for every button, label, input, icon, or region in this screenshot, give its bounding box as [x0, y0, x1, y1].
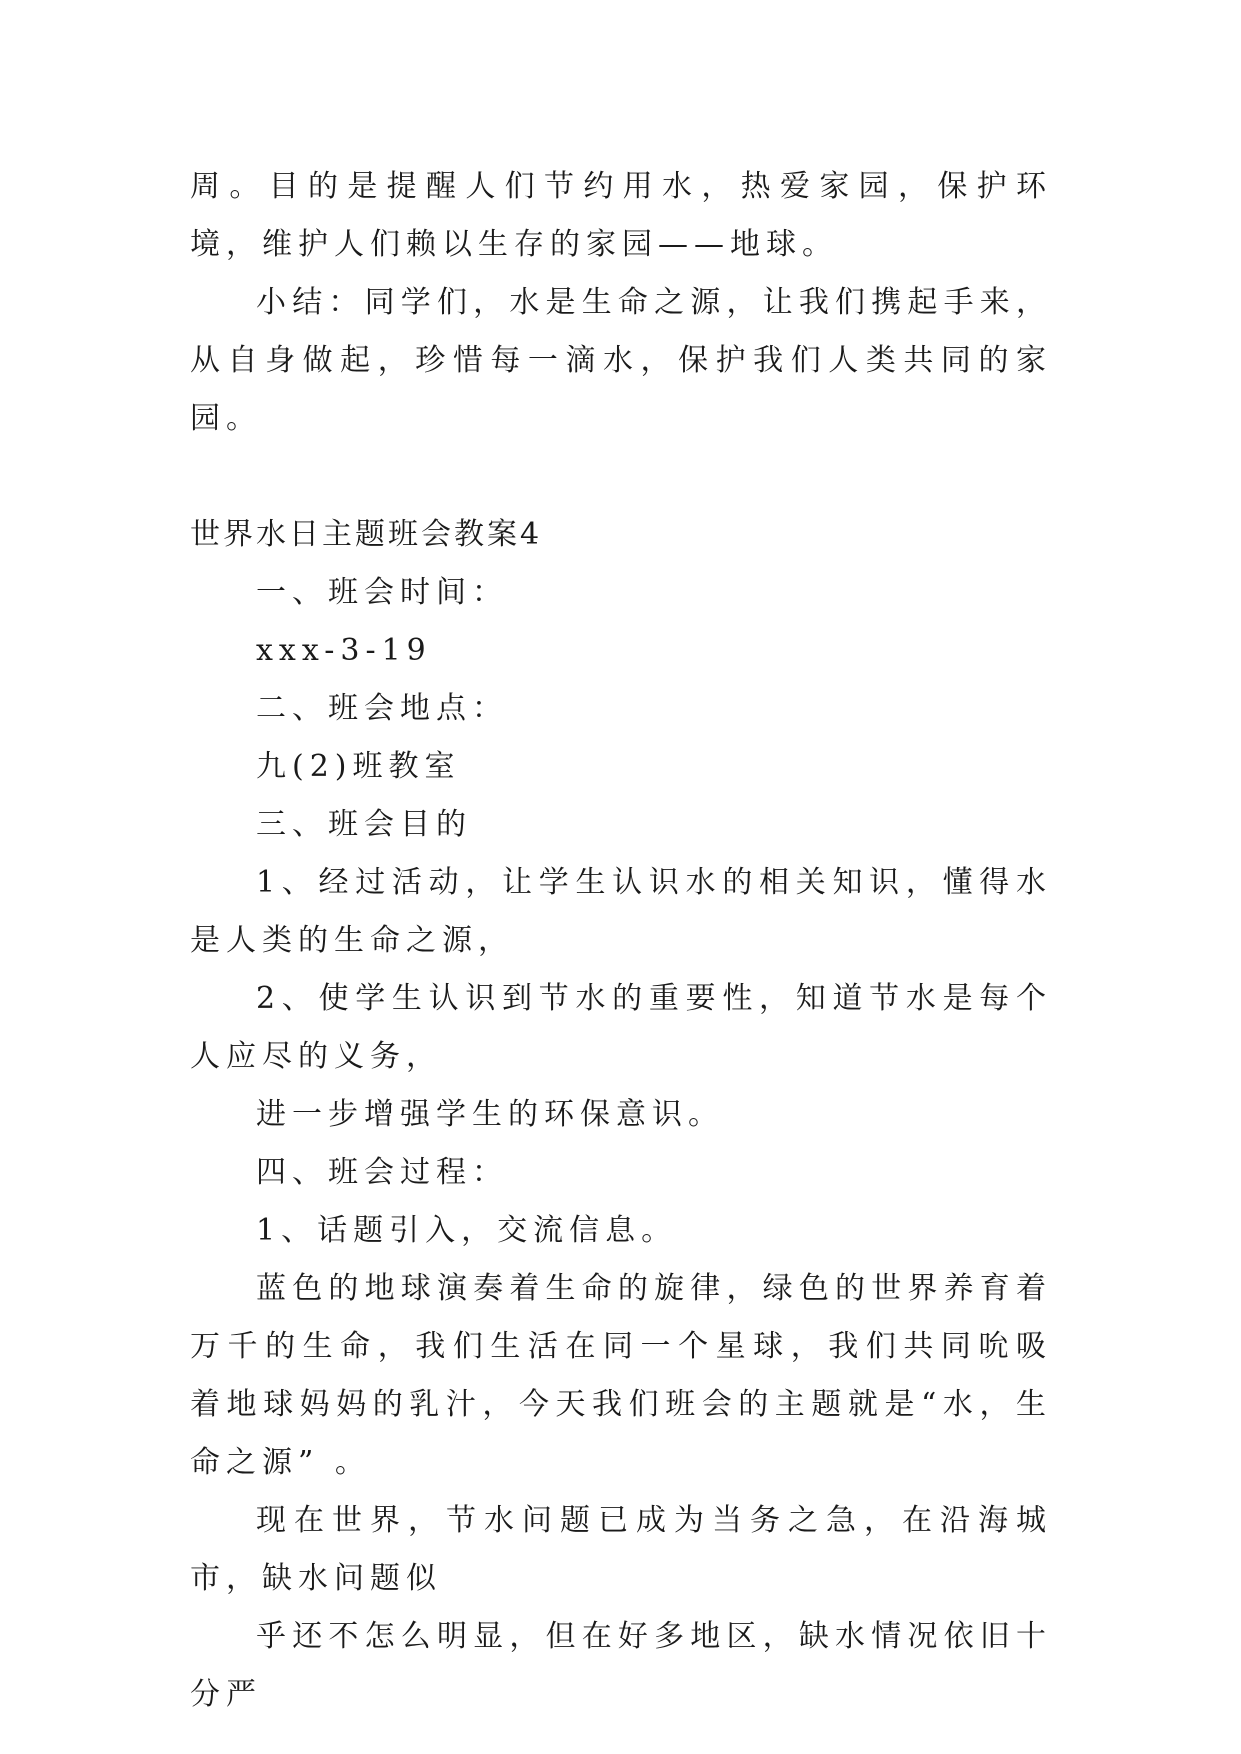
summary-paragraph: 小结：同学们，水是生命之源，让我们携起手来，从自身做起，珍惜每一滴水，保护我们人类共同的家园。	[190, 285, 1052, 436]
item-heading-time: 一、班会时间：	[256, 575, 508, 610]
item-heading-process: 四、班会过程：	[256, 1155, 508, 1190]
section-title: 世界水日主题班会教案4	[190, 517, 543, 552]
process-step-1: 1、话题引入，交流信息。	[256, 1213, 678, 1248]
body-paragraph: 现在世界，节水问题已成为当务之急，在沿海城市，缺水问题似	[190, 1503, 1052, 1596]
item-heading-purpose: 三、班会目的	[256, 807, 472, 842]
paragraph: 周。目的是提醒人们节约用水，热爱家园，保护环境，维护人们赖以生存的家园——地球。	[190, 169, 1052, 262]
item-heading-location: 二、班会地点：	[256, 691, 508, 726]
item-value-location: 九(2)班教室	[256, 749, 461, 784]
purpose-item-1: 1、经过活动，让学生认识水的相关知识，懂得水是人类的生命之源，	[190, 865, 1052, 958]
item-value-date: xxx-3-19	[256, 633, 432, 668]
document-body	[190, 158, 1052, 1724]
purpose-item-2: 2、使学生认识到节水的重要性，知道节水是每个人应尽的义务，	[190, 981, 1052, 1074]
body-paragraph: 乎还不怎么明显，但在好多地区，缺水情况依旧十分严	[190, 1619, 1052, 1712]
section-gap	[190, 448, 1052, 506]
body-paragraph: 蓝色的地球演奏着生命的旋律，绿色的世界养育着万千的生命，我们生活在同一个星球，我们共同吮吸着地球妈妈的乳汁，今天我们班会的主题就是“水，生命之源” 。	[190, 1271, 1052, 1480]
purpose-item-3: 进一步增强学生的环保意识。	[256, 1097, 724, 1132]
